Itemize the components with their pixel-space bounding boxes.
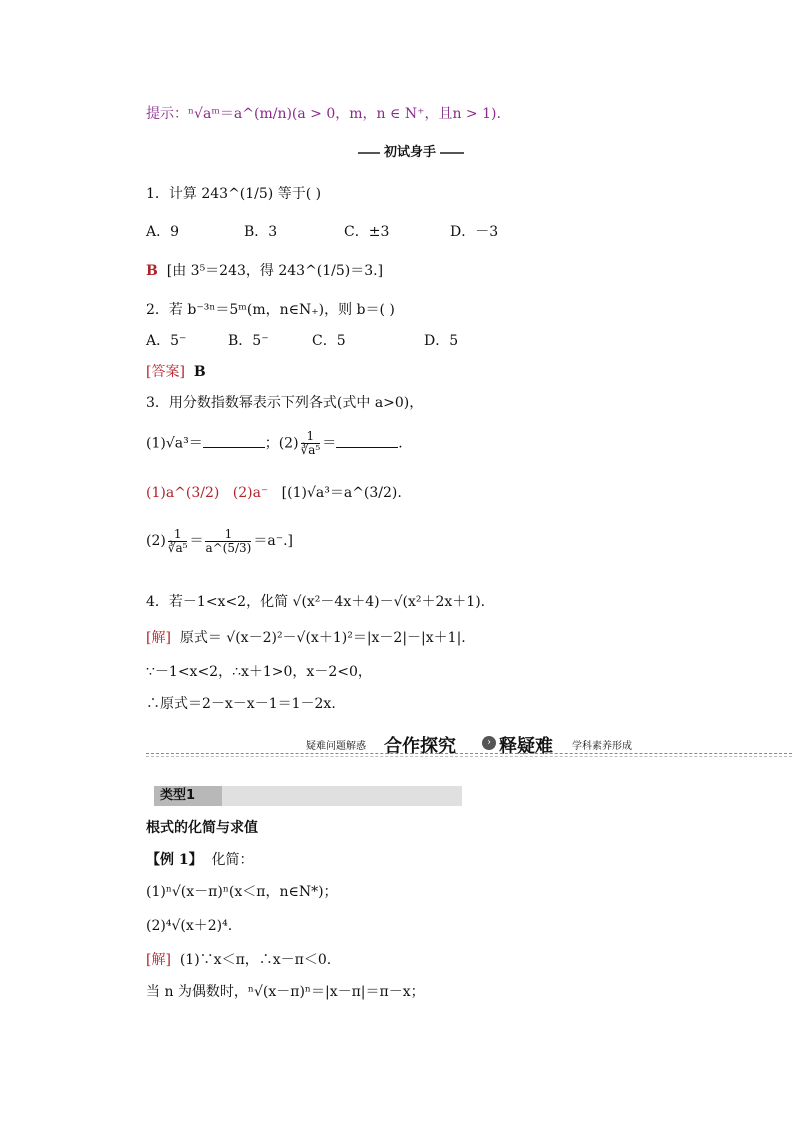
section-banner <box>146 732 792 757</box>
q3-answer2 <box>146 526 293 556</box>
hint-line <box>146 104 501 124</box>
q3-end: . <box>398 435 403 452</box>
q2-option-d: D．5 <box>424 333 459 349</box>
example1-part1: (1)ⁿ√(x－π)ⁿ(x＜π，n∈N*)； <box>146 884 338 900</box>
q3-stem: 3．用分数指数幂表示下列各式(式中 a>0)， <box>146 395 424 411</box>
q2-answer-value: B <box>193 364 206 380</box>
type-header <box>146 786 462 806</box>
section-try-tag <box>358 144 464 162</box>
q2-option-c: C．5 <box>312 333 346 349</box>
q3-blank-1[interactable] <box>203 435 265 448</box>
q1-answer-text: [由 3⁵＝243，得 243^(1/5)＝3.] <box>166 263 384 279</box>
type-title: 根式的化简与求值 <box>146 820 258 836</box>
example1-l2: 当 n 为偶数时，ⁿ√(x－π)ⁿ＝|x－π|＝π－x； <box>146 984 425 1000</box>
banner-arrow-icon: › <box>482 736 496 750</box>
banner-big1: 合作探究 <box>384 736 456 757</box>
example1-part2: (2)⁴√(x＋2)⁴. <box>146 918 233 934</box>
q2-option-a: A．5⁻ <box>146 333 187 349</box>
q2-answer-label: [答案] <box>146 364 185 380</box>
example1-solution-line1 <box>146 950 331 970</box>
q1-option-b: B．3 <box>244 224 278 240</box>
type-label: 类型1 <box>146 786 222 806</box>
example1-l1: (1)∵x＜π，∴x－π＜0. <box>179 952 332 968</box>
q3-ans2-frac2-den: a^(5/3) <box>205 540 252 555</box>
q4-line3: ∴原式＝2－x－x－1＝1－2x. <box>146 696 336 712</box>
hint-label: 提示： <box>146 106 188 122</box>
q4-line1: 原式＝ √(x－2)²－√(x＋1)²＝|x－2|－|x＋1|. <box>179 630 466 646</box>
q3-ans2-prefix: (2) <box>146 533 166 549</box>
q4-line2: ∵－1<x<2，∴x＋1>0，x－2<0， <box>146 664 372 680</box>
q3-ans2-frac1-num: 1 <box>168 528 188 542</box>
q3-ans2-frac2 <box>205 528 251 555</box>
q3-part1: (1)√a³＝ <box>146 435 203 452</box>
q3-ans-a: (1)a^(3/2) <box>146 485 220 501</box>
q3-sep: ； <box>264 435 279 452</box>
section-try-title: 初试身手 <box>380 144 440 162</box>
banner-divider <box>146 753 792 754</box>
q1-option-c: C．±3 <box>344 224 390 240</box>
example1-label: 【例 1】 <box>146 852 203 868</box>
q3-ans2-eq1: ＝ <box>189 533 204 549</box>
q1-answer <box>146 261 383 281</box>
q2-stem: 2．若 b⁻³ⁿ＝5ᵐ(m，n∈N₊)，则 b＝( ) <box>146 302 395 318</box>
q3-parts <box>146 430 403 457</box>
banner-divider-2 <box>146 756 792 757</box>
q3-frac-num: 1 <box>301 430 321 444</box>
hint-formula: ⁿ√aᵐ＝a^(m/n)(a > 0，m，n ∈ N⁺，且n > 1). <box>188 106 501 122</box>
example1-jie-label: [解] <box>146 952 171 968</box>
type-label-notch <box>146 786 154 806</box>
banner-left-small: 疑难问题解惑 <box>306 741 366 752</box>
q3-ans2-frac1 <box>168 528 188 555</box>
banner-right-small: 学科素养形成 <box>572 741 632 752</box>
q3-frac-den: ∛a⁵ <box>300 443 321 457</box>
q3-ans2-frac1-den: ∛a⁵ <box>167 540 188 555</box>
q2-answer <box>146 362 206 382</box>
q1-stem: 1．计算 243^(1/5) 等于( ) <box>146 186 322 202</box>
q3-fraction <box>301 430 321 457</box>
q3-ans2-tail: ＝a⁻.] <box>253 533 294 549</box>
example1-heading <box>146 850 254 870</box>
q3-ans-c: [(1)√a³＝a^(3/2). <box>281 485 402 501</box>
example1-stem: 化简： <box>211 852 254 868</box>
q3-ans-b: (2)a⁻ <box>232 485 269 501</box>
q4-stem: 4．若－1<x<2，化简 √(x²－4x＋4)－√(x²＋2x＋1). <box>146 594 486 610</box>
q3-eq: ＝ <box>322 435 337 452</box>
q3-part2-prefix: (2) <box>278 435 299 452</box>
banner-big2: 释疑难 <box>499 736 553 757</box>
q4-jie-label: [解] <box>146 630 171 646</box>
q1-option-d: D．－3 <box>450 224 499 240</box>
q4-solution-line1 <box>146 628 466 648</box>
q1-answer-letter: B <box>146 263 158 279</box>
q3-blank-2[interactable] <box>336 435 398 448</box>
q2-option-b: B．5⁻ <box>228 333 269 349</box>
q3-answers <box>146 483 402 503</box>
q1-option-a: A．9 <box>146 224 180 240</box>
q3-ans2-frac2-num: 1 <box>205 528 251 542</box>
